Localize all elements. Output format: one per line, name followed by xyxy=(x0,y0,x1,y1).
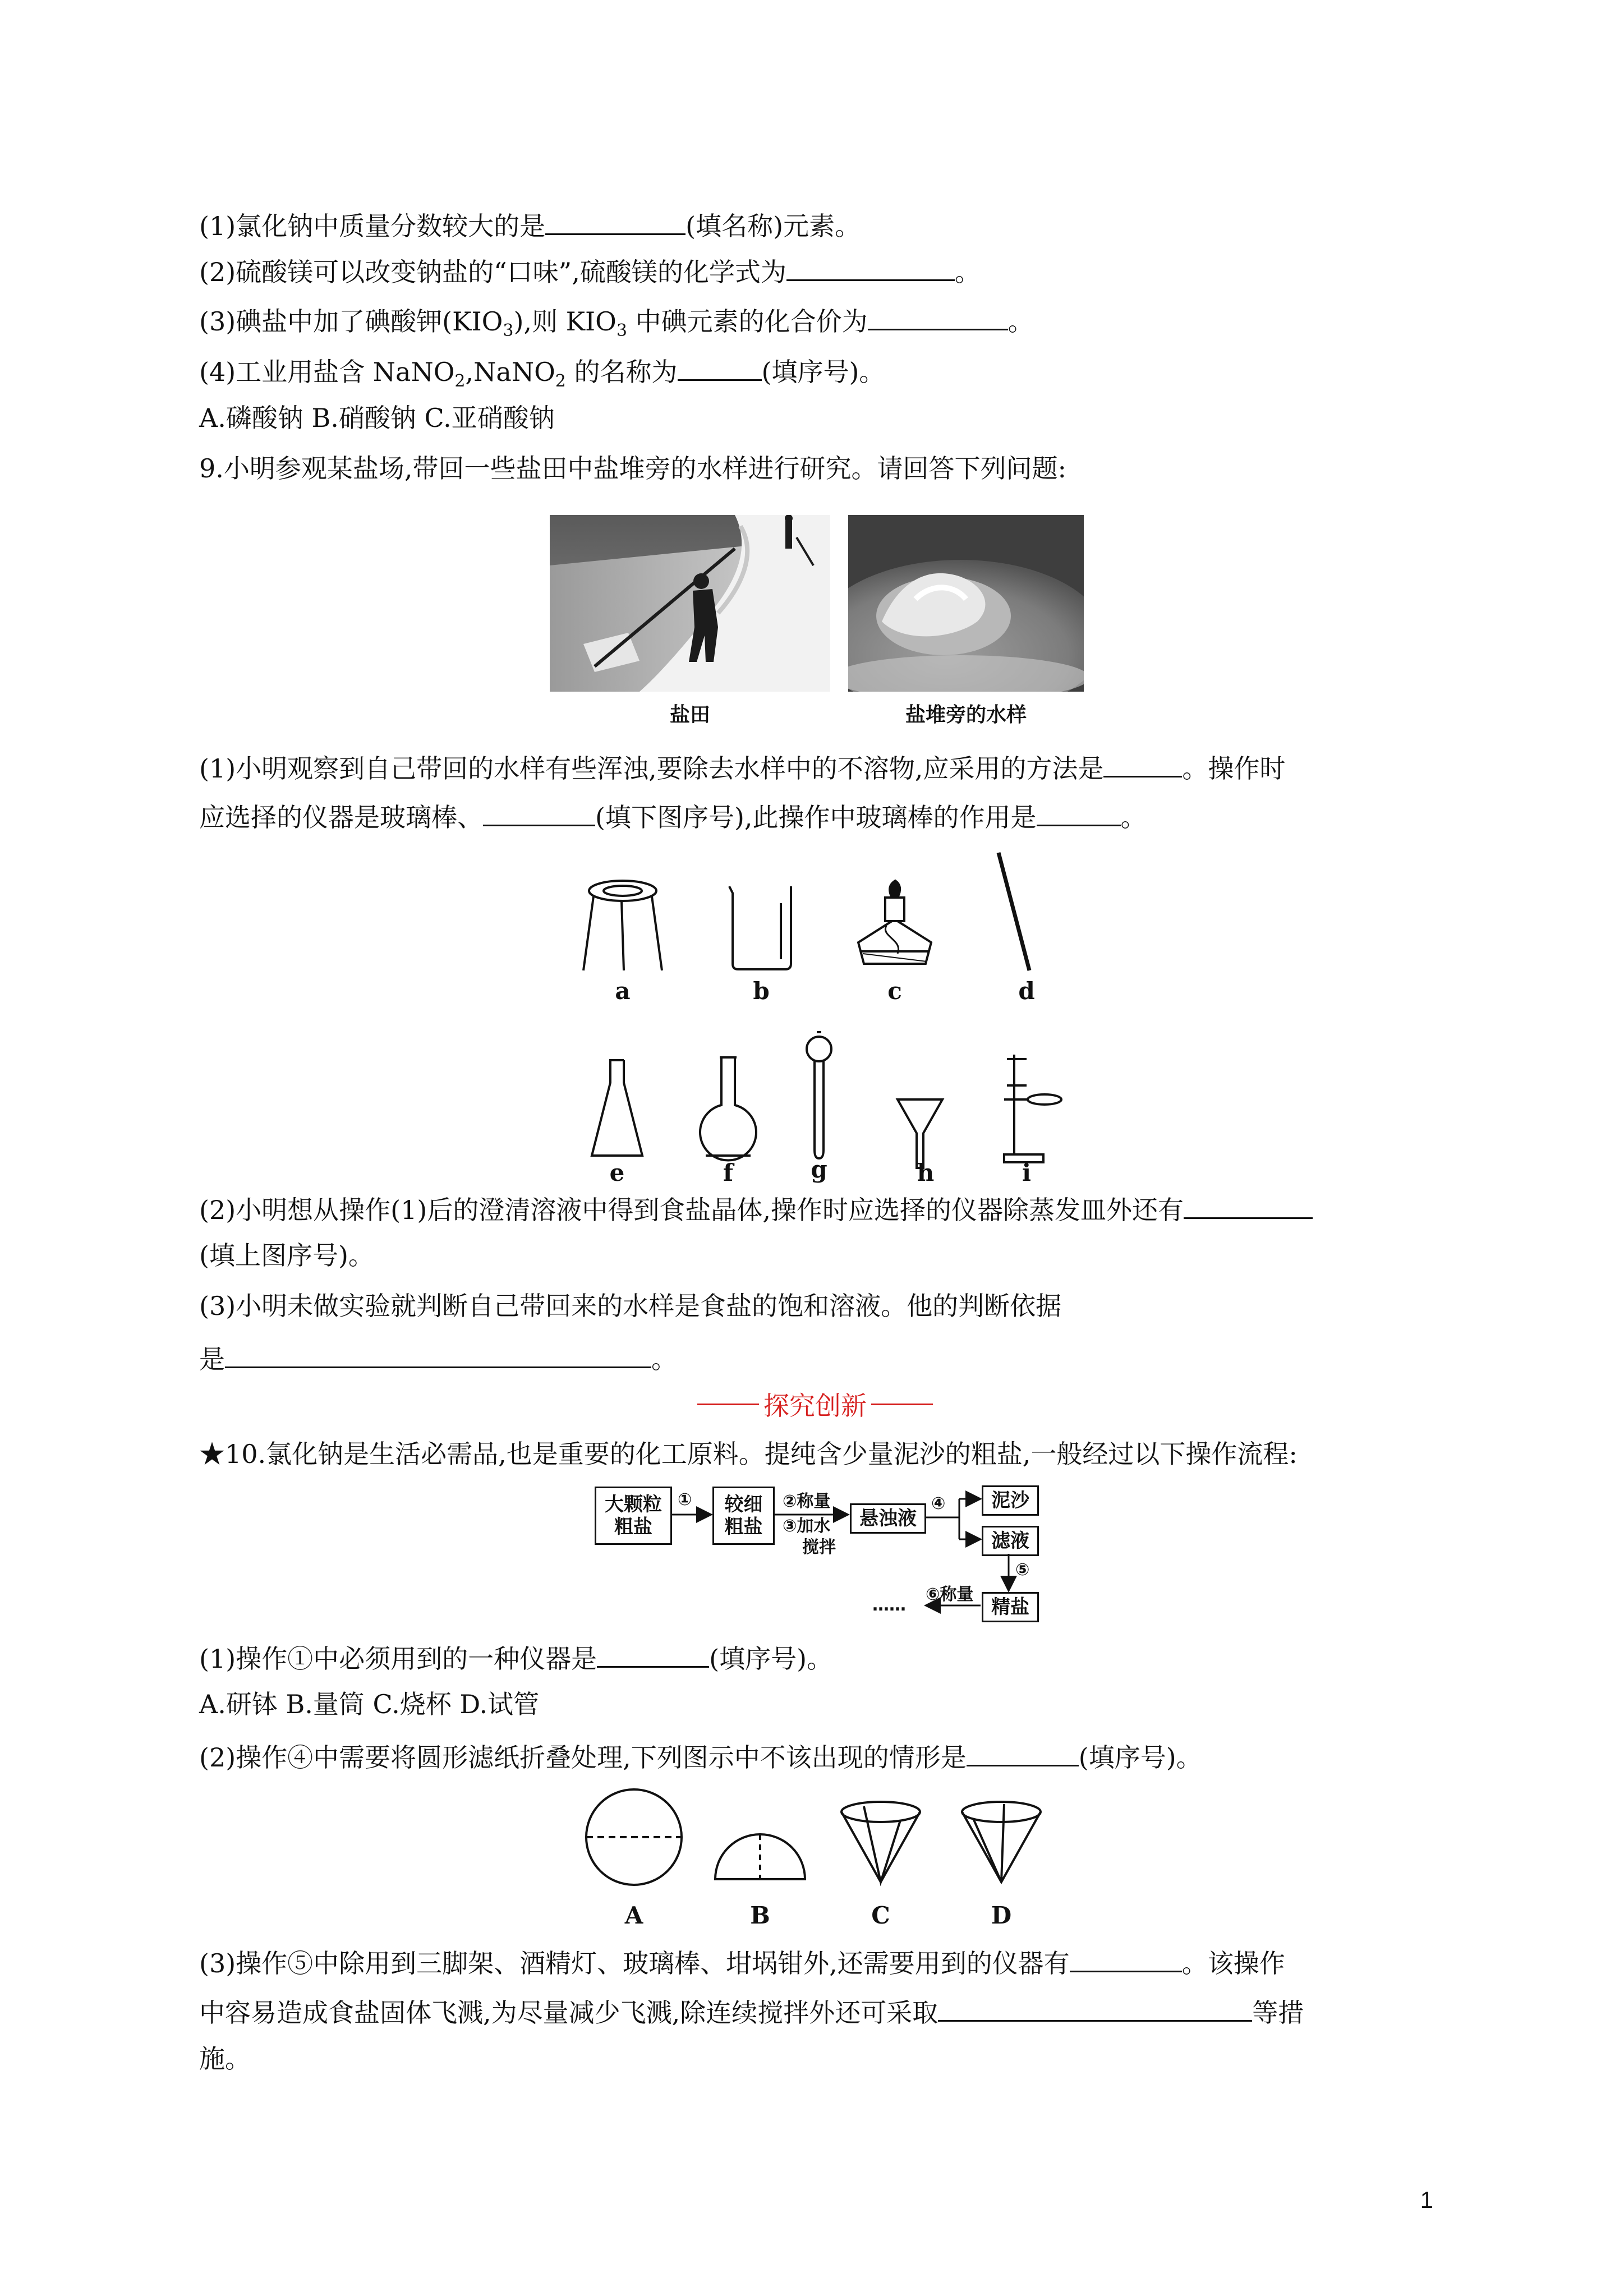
flow-step-4: ④ xyxy=(931,1494,946,1513)
q10-stem: ★10.氯化钠是生活必需品,也是重要的化工原料。提纯含少量泥沙的粗盐,一般经过以下操作流程: xyxy=(199,1439,1298,1469)
folded-paper-a-icon xyxy=(586,1789,682,1885)
answer-blank[interactable] xyxy=(786,252,955,281)
fig-label-C: C xyxy=(871,1902,890,1929)
q10-part1: (1)操作①中必须用到的一种仪器是 (填序号)。 xyxy=(199,1639,832,1676)
separatory-funnel-icon xyxy=(807,1032,831,1158)
flow-step-3: ③加水 xyxy=(783,1516,831,1536)
flow-step-1: ① xyxy=(678,1490,692,1510)
label-h: h xyxy=(917,1159,935,1186)
q10-options: A.研钵 B.量筒 C.烧杯 D.试管 xyxy=(199,1689,540,1719)
flow-box-large-salt: 大颗粒 粗盐 xyxy=(595,1487,672,1545)
label-b: b xyxy=(753,977,770,1005)
fig-label-D: D xyxy=(991,1902,1012,1929)
answer-blank[interactable] xyxy=(1103,749,1182,777)
label-g: g xyxy=(811,1156,827,1183)
iron-stand-icon xyxy=(1004,1055,1061,1162)
q9-part3-line1: (3)小明未做实验就判断自己带回来的水样是食盐的饱和溶液。他的判断依据 xyxy=(199,1291,1062,1321)
funnel-icon xyxy=(898,1099,942,1168)
flow-box-filtrate: 滤液 xyxy=(982,1526,1039,1556)
round-flask-icon xyxy=(700,1057,756,1161)
q10-part3-line2: 中容易造成食盐固体飞溅,为尽量减少飞溅,除连续搅拌外还可采取 等措 xyxy=(199,1993,1304,2030)
cone-paper-c-icon xyxy=(841,1802,920,1882)
answer-blank[interactable] xyxy=(967,1738,1079,1766)
q9-part2-line2: (填上图序号)。 xyxy=(199,1240,374,1271)
flow-step-5: ⑤ xyxy=(1015,1560,1030,1580)
answer-blank[interactable] xyxy=(678,352,762,381)
answer-blank[interactable] xyxy=(597,1639,709,1668)
beaker-icon xyxy=(729,886,791,969)
q8-options: A.磷酸钠 B.硝酸钠 C.亚硝酸钠 xyxy=(199,403,555,433)
glass-rod-icon xyxy=(999,853,1029,970)
q8-part4: (4)工业用盐含 NaNO$_2$,NaNO$_2$ 的名称为 (填序号)。 xyxy=(199,352,885,398)
flow-box-suspension: 悬浊液 xyxy=(850,1503,926,1534)
q10-part3-line1: (3)操作⑤中除用到三脚架、酒精灯、玻璃棒、坩埚钳外,还需要用到的仪器有 。该操作 xyxy=(199,1944,1285,1980)
q9-part1-line1: (1)小明观察到自己带回的水样有些浑浊,要除去水样中的不溶物,应采用的方法是 。操作时 xyxy=(199,749,1285,785)
answer-blank[interactable] xyxy=(483,798,595,826)
section-title: 探究创新 xyxy=(693,1386,937,1423)
label-c: c xyxy=(887,977,902,1005)
q9-stem: 9.小明参观某盐场,带回一些盐田中盐堆旁的水样进行研究。请回答下列问题: xyxy=(199,453,1067,484)
photo1-caption: 盐田 xyxy=(669,703,710,726)
water-sample-photo xyxy=(848,515,1084,692)
answer-blank[interactable] xyxy=(1070,1944,1182,1972)
fig-label-B: B xyxy=(750,1902,770,1929)
q9-part2-line1: (2)小明想从操作(1)后的澄清溶液中得到食盐晶体,操作时应选择的仪器除蒸发皿外还有 xyxy=(199,1190,1313,1227)
section-rule-left xyxy=(697,1404,759,1405)
answer-blank[interactable] xyxy=(545,206,686,235)
conical-flask-icon xyxy=(592,1060,642,1156)
flow-box-sand: 泥沙 xyxy=(982,1485,1039,1516)
label-a: a xyxy=(615,977,631,1005)
label-f: f xyxy=(723,1159,734,1186)
flow-step-6: ⑥称量 xyxy=(926,1585,974,1604)
salt-field-photo xyxy=(550,515,830,692)
cone-paper-d-icon xyxy=(962,1802,1041,1882)
tripod-icon xyxy=(583,881,662,970)
q9-part3-line2: 是 。 xyxy=(199,1340,677,1376)
label-e: e xyxy=(609,1159,625,1186)
answer-blank[interactable] xyxy=(1037,798,1121,826)
answer-blank[interactable] xyxy=(868,302,1008,330)
q9-part1-line2: 应选择的仪器是玻璃棒、 (填下图序号),此操作中玻璃棒的作用是 。 xyxy=(199,798,1147,834)
filter-paper-figures xyxy=(578,1784,1071,1896)
photo2-caption: 盐堆旁的水样 xyxy=(905,703,1027,726)
q10-part3-line3: 施。 xyxy=(199,2044,251,2074)
flow-step-2: ②称量 xyxy=(783,1492,831,1511)
section-rule-right xyxy=(871,1404,933,1405)
answer-blank[interactable] xyxy=(1184,1190,1313,1219)
flow-ellipsis: …… xyxy=(872,1595,906,1615)
q8-part2: (2)硫酸镁可以改变钠盐的“口味”,硫酸镁的化学式为 。 xyxy=(199,252,981,289)
folded-paper-b-icon xyxy=(715,1834,805,1879)
q8-part1: (1)氯化钠中质量分数较大的是 (填名称)元素。 xyxy=(199,206,861,243)
answer-blank[interactable] xyxy=(938,1993,1252,2022)
flow-box-fine-salt: 较细 粗盐 xyxy=(712,1487,775,1545)
page-number: 1 xyxy=(1420,2187,1433,2213)
label-d: d xyxy=(1018,977,1035,1005)
q8-part3: (3)碘盐中加了碘酸钾$(KIO_3)$,则 $KIO_3$ 中碘元素的化合价为 。 xyxy=(199,302,1034,348)
flow-step-3b: 搅拌 xyxy=(802,1538,836,1557)
fig-label-A: A xyxy=(624,1902,643,1929)
q10-part2: (2)操作④中需要将圆形滤纸折叠处理,下列图示中不该出现的情形是 (填序号)。 xyxy=(199,1738,1202,1774)
apparatus-row-1 xyxy=(561,841,1066,987)
answer-blank[interactable] xyxy=(225,1340,651,1368)
alcohol-lamp-icon xyxy=(858,881,931,964)
flow-box-refined-salt: 精盐 xyxy=(982,1592,1039,1622)
label-i: i xyxy=(1022,1159,1031,1186)
